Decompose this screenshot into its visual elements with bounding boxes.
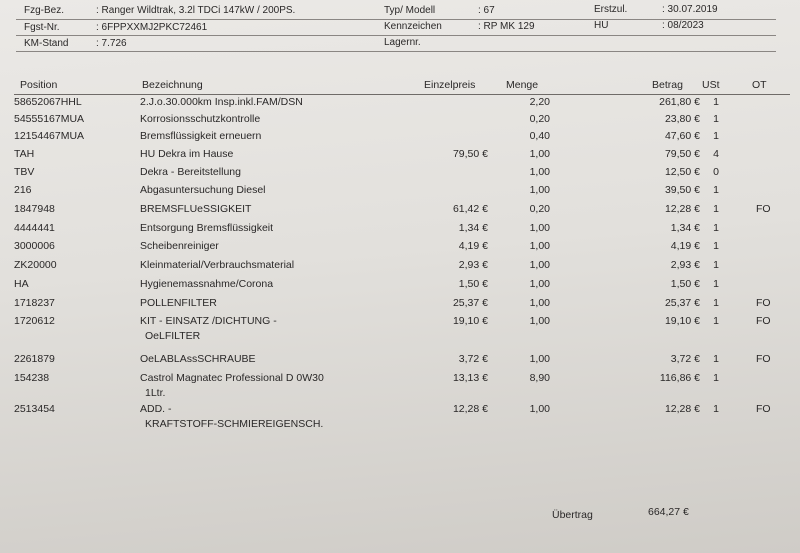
row-description: Castrol Magnatec Professional D 0W30 <box>140 372 324 384</box>
row-description: KIT - EINSATZ /DICHTUNG - <box>140 315 277 327</box>
erstzul-label: Erstzul. <box>594 4 628 15</box>
row-ot: FO <box>756 353 771 365</box>
row-description: Korrosionsschutzkontrolle <box>140 113 261 125</box>
row-ot: FO <box>756 403 771 415</box>
row-unit-price: 61,42 € <box>452 203 488 215</box>
row-quantity: 1,00 <box>529 184 550 196</box>
row-quantity: 1,00 <box>529 353 550 365</box>
row-description: OeLABLAssSCHRAUBE <box>140 353 256 365</box>
row-vat: 1 <box>713 315 719 327</box>
row-unit-price: 13,13 € <box>452 372 488 384</box>
km-label: KM-Stand <box>24 38 69 49</box>
row-position: TBV <box>14 166 35 178</box>
row-description: Scheibenreiniger <box>140 240 219 252</box>
row-position: 154238 <box>14 372 50 384</box>
row-position: 2513454 <box>14 403 55 415</box>
typ-label: Typ/ Modell <box>384 5 436 16</box>
row-position: 54555167MUA <box>14 113 85 125</box>
row-vat: 1 <box>713 96 719 108</box>
row-description-continued: 1Ltr. <box>145 387 166 399</box>
row-description: Entsorgung Bremsflüssigkeit <box>140 222 274 234</box>
row-amount: 2,93 € <box>670 259 700 271</box>
col-einzelpreis: Einzelpreis <box>424 79 476 91</box>
row-vat: 1 <box>713 203 719 215</box>
row-vat: 1 <box>713 403 719 415</box>
row-position: 3000006 <box>14 240 55 252</box>
row-vat: 4 <box>713 148 719 160</box>
row-amount: 1,34 € <box>670 222 700 234</box>
fgst-label: Fgst-Nr. <box>24 22 60 33</box>
table-row <box>0 96 800 114</box>
row-amount: 12,50 € <box>664 166 700 178</box>
row-description: BREMSFLUeSSIGKEIT <box>140 203 252 215</box>
table-row <box>0 148 800 166</box>
row-amount: 1,50 € <box>670 278 700 290</box>
row-quantity: 1,00 <box>529 315 550 327</box>
kennzeichen-label: Kennzeichen <box>384 21 442 32</box>
row-description: HU Dekra im Hause <box>140 148 234 160</box>
row-amount: 25,37 € <box>664 297 700 309</box>
col-ot: OT <box>752 79 767 91</box>
col-position: Position <box>20 79 58 91</box>
row-position: 2261879 <box>14 353 55 365</box>
row-amount: 116,86 € <box>659 372 700 384</box>
table-row <box>0 240 800 258</box>
row-vat: 1 <box>713 259 719 271</box>
lagernr-label: Lagernr. <box>384 37 421 48</box>
table-row <box>0 297 800 315</box>
table-row <box>0 203 800 221</box>
table-row <box>0 184 800 202</box>
row-unit-price: 1,50 € <box>458 278 488 290</box>
hu-value: : 08/2023 <box>662 20 704 31</box>
row-quantity: 1,00 <box>529 297 550 309</box>
row-vat: 1 <box>713 130 719 142</box>
row-description: Abgasuntersuchung Diesel <box>140 184 266 196</box>
row-description-continued: OeLFILTER <box>145 330 201 342</box>
row-description: ADD. - <box>140 403 172 415</box>
row-amount: 39,50 € <box>664 184 700 196</box>
row-position: 216 <box>14 184 32 196</box>
row-amount: 12,28 € <box>664 203 700 215</box>
row-unit-price: 4,19 € <box>458 240 488 252</box>
row-description: Kleinmaterial/Verbrauchsmaterial <box>140 259 295 271</box>
row-vat: 1 <box>713 278 719 290</box>
row-vat: 1 <box>713 113 719 125</box>
row-quantity: 1,00 <box>529 240 550 252</box>
row-quantity: 8,90 <box>529 372 550 384</box>
header-divider <box>16 35 776 36</box>
row-amount: 47,60 € <box>664 130 700 142</box>
table-row <box>0 166 800 184</box>
row-amount: 19,10 € <box>664 315 700 327</box>
row-description: 2.J.o.30.000km Insp.inkl.FAM/DSN <box>140 96 303 108</box>
erstzul-value: : 30.07.2019 <box>662 4 718 15</box>
uebertrag-value: 664,27 € <box>648 506 689 518</box>
row-position: HA <box>14 278 29 290</box>
row-description: Bremsflüssigkeit erneuern <box>140 130 262 142</box>
header-divider <box>16 19 776 20</box>
table-row <box>0 222 800 240</box>
fzg-value: : Ranger Wildtrak, 3.2l TDCi 147kW / 200PS. <box>96 5 296 16</box>
row-position: 4444441 <box>14 222 55 234</box>
row-ot: FO <box>756 297 771 309</box>
row-unit-price: 1,34 € <box>458 222 488 234</box>
row-quantity: 1,00 <box>529 278 550 290</box>
row-quantity: 1,00 <box>529 148 550 160</box>
table-header-rule <box>14 94 790 95</box>
col-menge: Menge <box>506 79 539 91</box>
row-vat: 1 <box>713 372 719 384</box>
row-unit-price: 19,10 € <box>452 315 488 327</box>
row-quantity: 0,40 <box>529 130 550 142</box>
row-quantity: 1,00 <box>529 222 550 234</box>
row-vat: 1 <box>713 184 719 196</box>
typ-value: : 67 <box>478 5 495 16</box>
row-description-continued: KRAFTSTOFF-SCHMIEREIGENSCH. <box>145 418 324 430</box>
row-ot: FO <box>756 315 771 327</box>
row-unit-price: 12,28 € <box>452 403 488 415</box>
row-position: ZK20000 <box>14 259 57 271</box>
row-position: 58652067HHL <box>14 96 82 108</box>
hu-label: HU <box>594 20 609 31</box>
row-amount: 261,80 € <box>659 96 700 108</box>
row-quantity: 2,20 <box>529 96 550 108</box>
row-quantity: 1,00 <box>529 166 550 178</box>
col-betrag: Betrag <box>652 79 683 91</box>
table-row <box>0 403 800 430</box>
row-amount: 23,80 € <box>664 113 700 125</box>
row-ot: FO <box>756 203 771 215</box>
row-unit-price: 79,50 € <box>452 148 488 160</box>
row-vat: 1 <box>713 240 719 252</box>
row-description: Hygienemassnahme/Corona <box>140 278 274 290</box>
table-row <box>0 259 800 277</box>
row-position: 1718237 <box>14 297 55 309</box>
row-amount: 4,19 € <box>670 240 700 252</box>
table-row <box>0 353 800 371</box>
row-unit-price: 25,37 € <box>452 297 488 309</box>
row-quantity: 0,20 <box>529 203 550 215</box>
row-vat: 1 <box>713 353 719 365</box>
row-amount: 3,72 € <box>670 353 700 365</box>
row-position: 12154467MUA <box>14 130 85 142</box>
row-vat: 1 <box>713 297 719 309</box>
table-row <box>0 372 800 399</box>
row-vat: 1 <box>713 222 719 234</box>
row-quantity: 0,20 <box>529 113 550 125</box>
table-row <box>0 315 800 342</box>
header-divider <box>16 51 776 52</box>
uebertrag-label: Übertrag <box>552 509 593 521</box>
row-position: TAH <box>14 148 35 160</box>
fzg-label: Fzg-Bez. <box>24 5 65 16</box>
col-ust: USt <box>702 79 720 91</box>
row-vat: 0 <box>713 166 719 178</box>
kennzeichen-value: : RP MK 129 <box>478 21 535 32</box>
row-quantity: 1,00 <box>529 259 550 271</box>
row-quantity: 1,00 <box>529 403 550 415</box>
row-position: 1847948 <box>14 203 55 215</box>
fgst-value: : 6FPPXXMJ2PKC72461 <box>96 22 208 33</box>
row-amount: 12,28 € <box>664 403 700 415</box>
row-unit-price: 2,93 € <box>458 259 488 271</box>
table-row <box>0 278 800 296</box>
col-bezeichnung: Bezeichnung <box>142 79 203 91</box>
row-position: 1720612 <box>14 315 55 327</box>
row-unit-price: 3,72 € <box>458 353 488 365</box>
row-amount: 79,50 € <box>664 148 700 160</box>
table-row <box>0 113 800 131</box>
row-description: POLLENFILTER <box>140 297 217 309</box>
table-row <box>0 130 800 148</box>
row-description: Dekra - Bereitstellung <box>140 166 241 178</box>
km-value: : 7.726 <box>96 38 127 49</box>
